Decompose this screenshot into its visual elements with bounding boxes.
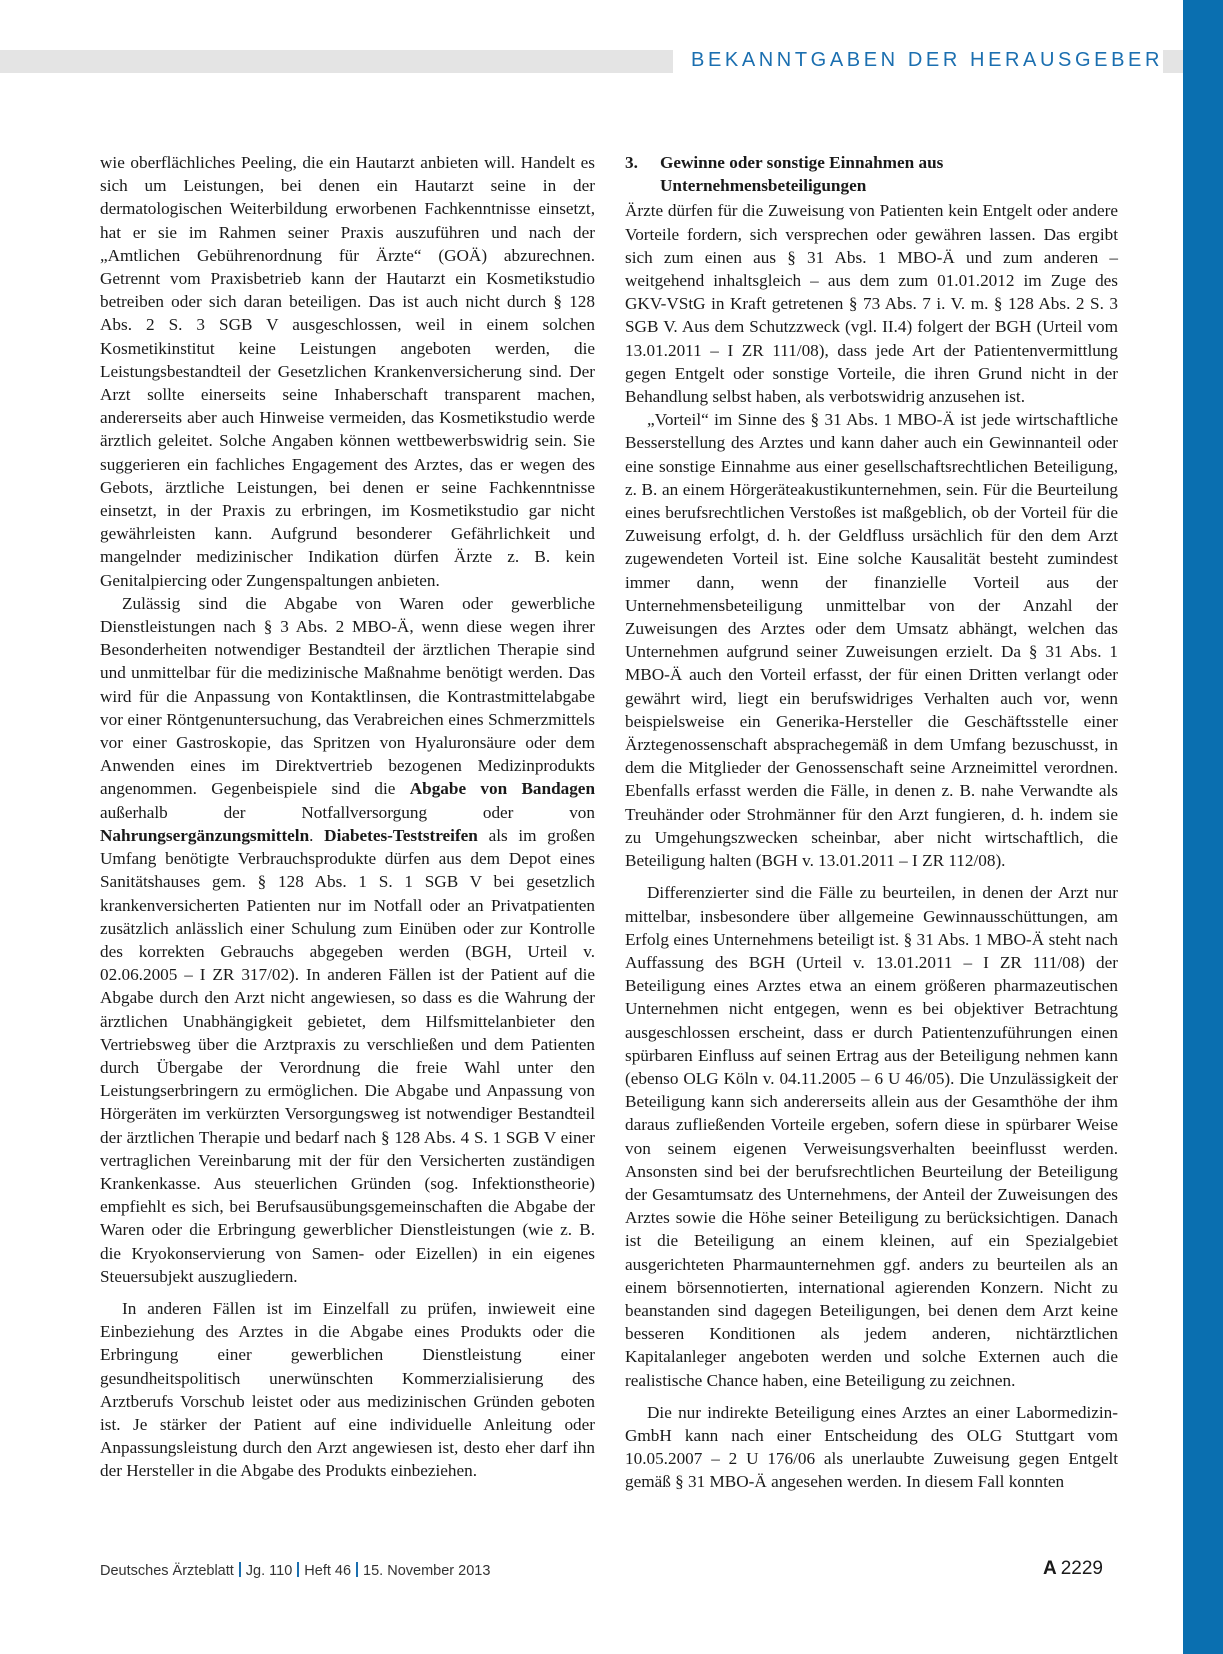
- section-heading: [625, 151, 1118, 197]
- page-number-value: 2229: [1060, 1558, 1103, 1579]
- left-p2-text-c: außerhalb der Notfallversorgung oder von: [100, 802, 595, 822]
- right-paragraph-2: „Vorteil“ im Sinne des § 31 Abs. 1 MBO-Ä ist jede wirtschaftliche Besserstellung des Arztes und kann daher auch ein Gewinnanteil oder eine sonstige Einnahme aus einer gesellschaftsrechtlichen Beteiligung, z. B. an einem Hörgeräteakustikunternehmen, sein. Für die Beurteilung eines berufsrechtlichen Verstoßes ist maßgeblich, ob der Vorteil für die Zuweisung erfolgt, d. h. der Geldfluss ursächlich für den dem Arzt zugewendeten Vorteil ist. Eine solche Kausalität besteht zumindest immer dann, wenn der finanzielle Vorteil aus der Unternehmensbeteiligung unmittelbar von der Anzahl der Zuweisungen des Arztes oder dem Umsatz abhängt, welchen das Unternehmen aufgrund seiner Zuweisungen erzielt. Da § 31 Abs. 1 MBO-Ä auch den Vorteil erfasst, der für einen Dritten verlangt oder gewährt wird, liegt ein berufswidriges Verhalten auch vor, wenn beispielsweise ein Generika-Hersteller die Geschäftsstelle einer Ärztegenossenschaft absprachegemäß in dem Umfang bezuschusst, in dem die Mitglieder der Genossenschaft seine Arzneimittel verordnen. Ebenfalls erfasst werden die Fälle, in denen z. B. nahe Verwandte als Treuhänder oder Strohmänner für den Arzt fungieren, d. h. indem sie zu Umgehungszwecken scheinbar, aber nicht wirtschaftlich, die Beteiligung halten (BGH v. 13.01.2011 – I ZR 112/08).: [625, 410, 1118, 871]
- left-paragraph-2: [100, 592, 595, 1288]
- section-heading-number: 3.: [625, 153, 638, 172]
- left-p2-bold-nahrung: Nahrungsergänzungsmitteln: [100, 825, 310, 845]
- right-paragraph-3: Differenzierter sind die Fälle zu beurteilen, in denen der Arzt nur mittelbar, insbesondere über allgemeine Gewinnausschüttungen, am Erfolg eines Unternehmens beteiligt ist. § 31 Abs. 1 MBO-Ä steht nach Auffassung des BGH (Urteil v. 13.01.2011 – I ZR 111/08) der Beteiligung eines Arztes etwa an einem größeren pharmazeutischen Unternehmen nicht entgegen, wenn es bei objektiver Betrachtung ausgeschlossen erscheint, dass er durch Patientenzuführungen einen spürbaren Einfluss auf seinen Ertrag aus der Beteiligung nehmen kann (ebenso OLG Köln v. 04.11.2005 – 6 U 46/05). Die Unzulässigkeit der Beteiligung kann sich andererseits allein aus der Gesamthöhe der ihm daraus zufließenden Vorteile ergeben, sofern diese in spürbarer Weise von seinem eigenen Verweisungsverhalten beeinflusst werden. Ansonsten sind bei der berufsrechtlichen Beurteilung der Beteiligung der Gesamtumsatz des Unternehmens, der Anteil der Zuweisungen des Arztes sowie die Höhe seiner Beteiligung zu berücksichtigen. Danach ist die Beteiligung an einem kleinen, auf ein Spezialgebiet ausgerichteten Pharmaunternehmen ggf. anders zu beurteilen als an einem börsennotierten, international agierenden Konzern. Nicht zu beanstanden sind dagegen Beteiligungen, bei denen dem Arzt keine besseren Konditionen als jedem anderen, nichtärztlichen Kapitalanleger angeboten werden und solche Externen auch die realistische Chance haben, eine Beteiligung zu zeichnen.: [625, 883, 1118, 1390]
- left-p2-bold-diabetes: Diabetes-Teststreifen: [324, 825, 478, 845]
- page-number: [1043, 1555, 1103, 1583]
- footer-citation: [100, 1559, 490, 1583]
- footer-separator: [297, 1562, 299, 1577]
- section-heading-text: Gewinne oder sonstige Einnahmen aus Unternehmensbeteiligungen: [660, 153, 944, 196]
- footer-separator: [356, 1562, 358, 1577]
- right-paragraph-1: Ärzte dürfen für die Zuweisung von Patienten kein Entgelt oder andere Vorteile fordern, sich versprechen oder gewähren lassen. Das ergibt sich zum einen aus § 31 Abs. 1 MBO-Ä und zum anderen – weitgehend inhaltsgleich – aus dem zum 01.01.2012 im Zuge des GKV-VStG in Kraft getretenen § 73 Abs. 7 i. V. m. § 128 Abs. 2 S. 3 SGB V. Aus dem Schutzzweck (vgl. II.4) folgert der BGH (Urteil vom 13.01.2011 – I ZR 111/08), dass jede Art der Patientenvermittlung gegen Entgelt oder sonstige Vorteile, die ihren Grund nicht in der Behandlung selbst haben, als verbotswidrig anzusehen ist.: [625, 201, 1118, 407]
- page-prefix: A: [1042, 1558, 1057, 1579]
- footer-separator: [239, 1562, 241, 1577]
- footer-date: 15. November 2013: [363, 1563, 491, 1579]
- section-header: BEKANNTGABEN DER HERAUSGEBER: [673, 46, 1163, 74]
- left-paragraph-3: In anderen Fällen ist im Einzelfall zu prüfen, inwieweit eine Einbeziehung des Arztes in die Abgabe eines Produkts oder die Erbringung einer gewerblichen Dienstleistung einer gesundheitspolitisch unerwünschten Kommerzialisierung des Arztberufs Vorschub leistet oder aus medizinischen Gründen geboten ist. Je stärker der Patient auf eine individuelle Anleitung oder Anpassungsleistung durch den Arzt angewiesen ist, desto eher darf ihn der Hersteller in die Abgabe des Produkts einbeziehen.: [100, 1298, 595, 1481]
- side-color-bar: [1183, 0, 1223, 1654]
- left-column: [100, 151, 595, 1483]
- left-paragraph-1: wie oberflächliches Peeling, die ein Hautarzt anbieten will. Handelt es sich um Leistungen, bei denen ein Hautarzt seine in der dermatologischen Weiterbildung erworbenen Fachkenntnisse einsetzt, hat er sie im Rahmen seiner Praxis auszuführen und nach der „Amtlichen Gebührenordnung für Ärzte“ (GOÄ) abzurechnen. Getrennt vom Praxisbetrieb kann der Hautarzt ein Kosmetikstudio betreiben oder sich daran beteiligen. Das ist auch nicht durch § 128 Abs. 2 S. 3 SGB V ausgeschlossen, weil in einem solchen Kosmetikinstitut keine Leistungen angeboten werden, die Leistungsbestandteil der Gesetzlichen Krankenversicherung sind. Der Arzt sollte einerseits seine Inhaberschaft transparent machen, andererseits aber auch Hinweise vermeiden, das Kosmetikstudio werde ärztlich geleitet. Solche Angaben können wettbewerbswidrig sein. Sie suggerieren ein fachliches Engagement des Arztes, das er wegen des Gebots, ärztliche Leistungen, bei denen er seine Fachkenntnisse einsetzt, in der Praxis zu erbringen, im Kosmetikstudio gar nicht gewährleisten kann. Aufgrund besonderer Gefährlichkeit und mangelnder medizinischer Indikation dürfen Ärzte z. B. kein Genitalpiercing oder Zungenspaltungen anbieten.: [100, 153, 595, 590]
- right-paragraph-4: Die nur indirekte Beteiligung eines Arztes an einer Labormedizin-GmbH kann nach einer Entscheidung des OLG Stuttgart vom 10.05.2007 – 2 U 176/06 als unerlaubte Zuweisung gegen Entgelt gemäß § 31 MBO-Ä angesehen werden. In diesem Fall konnten: [625, 1402, 1118, 1492]
- left-p2-text-e: als im großen Umfang benötigte Verbrauchsprodukte dürfen aus dem Depot eines Sanitätshauses gem. § 128 Abs. 1 S. 1 SGB V bei gesetzlich krankenversicherten Patienten nur im Notfall oder an Privatpatienten zusätzlich anlässlich einer Schulung zum Einüben oder zur Kontrolle des korrekten Gebrauchs abgegeben werden (BGH, Urteil v. 02.06.2005 – I ZR 317/02). In anderen Fällen ist der Patient auf die Abgabe durch den Arzt nicht angewiesen, so dass es die Wahrung der ärztlichen Unabhängigkeit gebietet, dem Hilfsmittelanbieter den Vertriebsweg über die Arztpraxis zu verschließen und dem Patienten durch Übergabe der Verordnung die freie Wahl unter den Leistungserbringern zu ermöglichen. Die Abgabe und Anpassung von Hörgeräten im verkürzten Versorgungsweg ist notwendiger Bestandteil der ärztlichen Therapie und bedarf nach § 128 Abs. 4 S. 1 SGB V einer vertraglichen Vereinbarung mit der für den Versicherten zuständigen Krankenkasse. Aus steuerlichen Gründen (sog. Infektionstheorie) empfiehlt es sich, bei Berufsausübungsgemeinschaften die Abgabe der Waren oder die Erbringung gewerblicher Dienstleistungen (wie z. B. die Kryokonservierung von Samen- oder Eizellen) in ein eigenes Steuersubjekt auszugliedern.: [100, 825, 595, 1286]
- left-p2-text-a: Zulässig sind die Abgabe von Waren oder gewerbliche Dienstleistungen nach § 3 Abs. 2 MBO-Ä, wenn diese wegen ihrer Besonderheiten notwendiger Bestandteil der ärztlichen Therapie sind und unmittelbar für die medizinische Maßnahme benötigt werden. Das wird für die Anpassung von Kontaktlinsen, die Kontrastmittelabgabe vor einer Röntgenuntersuchung, das Verabreichen eines Schmerzmittels vor einer Gastroskopie, das Spritzen von Hyaluronsäure oder dem Anwenden eines im Direktvertrieb bezogenen Medizinprodukts angenommen. Gegenbeispiele sind die: [100, 593, 595, 799]
- right-column: [625, 151, 1118, 1494]
- left-p2-text-d: .: [309, 825, 325, 845]
- footer-issue: Heft 46: [304, 1563, 352, 1579]
- footer-volume: Jg. 110: [245, 1563, 293, 1579]
- left-p2-bold-bandagen: Abgabe von Bandagen: [409, 779, 595, 799]
- footer-journal: Deutsches Ärzteblatt: [100, 1563, 234, 1579]
